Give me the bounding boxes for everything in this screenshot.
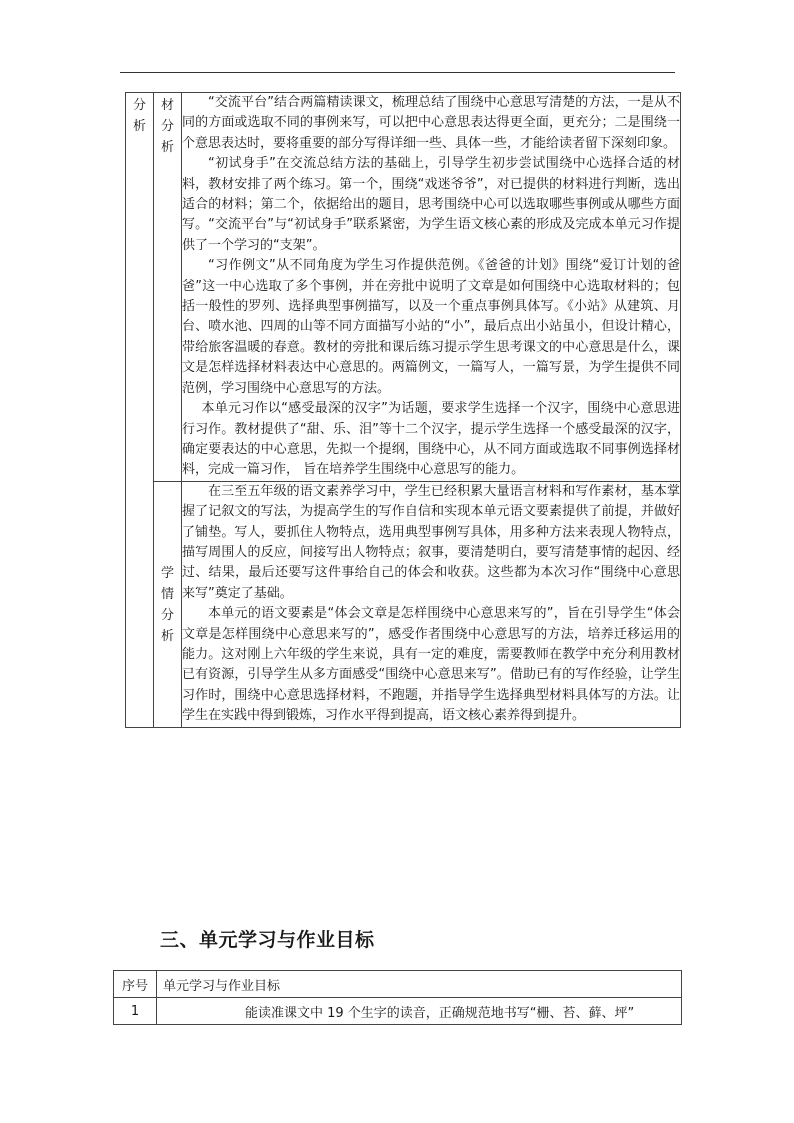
goals-header-text: 单元学习与作业目标 bbox=[157, 971, 682, 998]
material-analysis-body bbox=[182, 93, 681, 482]
goals-table bbox=[113, 970, 682, 1025]
paragraph-example-essays: “习作例文”从不同角度为学生习作提供范例。《爸爸的计划》围绕“爱订计划的爸爸”这一中心选取了多个事例，并在旁批中说明了文章是如何围绕中心选取材料的；包括一般性的罗列、选择典型事例描写，以及一个重点事例具体写。《小站》从建筑、月台、喷水池、四周的山等不同方面描写小站的“小”，最后点出小站虽小，但设计精心，带给旅客温暖的春意。教材的旁批和课后练习提示学生思考课文的中心意思是什么，课文是怎样选择材料表达中心意思的。两篇例文，一篇写人，一篇写景，为学生提供不同范例，学习围绕中心意思写的方法。 bbox=[182, 258, 680, 396]
analysis-label-cell bbox=[126, 93, 154, 728]
analysis-table bbox=[125, 92, 681, 728]
student-analysis-label: 学情分析 bbox=[160, 566, 174, 645]
goals-row bbox=[114, 998, 682, 1025]
paragraph-unit-writing: 本单元习作以“感受最深的汉字”为话题，要求学生选择一个汉字，围绕中心意思进行习作。教材提供了“甜、乐、泪”等十二个汉字，提示学生选择一个感受最深的汉字，确定要表达的中心意思，先拟一个提纲，围绕中心，从不同方面或选取不同事例选择材料，完成一篇习作， 旨在培养学生围绕中心意思写的能力。 bbox=[182, 401, 680, 478]
goal-text: 能读准课文中 19 个生字的读音，正确规范地书写“栅、苔、藓、坪” bbox=[157, 998, 682, 1025]
material-label-cell bbox=[154, 93, 182, 482]
student-analysis-body bbox=[182, 481, 681, 727]
paragraph-exchange-platform: “交流平台”结合两篇精读课文，梳理总结了围绕中心意思写清楚的方法，一是从不同的方面或选取不同的事例来写，可以把中心意思表达得更全面，更充分；二是围绕一个意思表达时，要将重要的部分写得详细一些、具体一些，才能给读者留下深刻印象。 bbox=[182, 95, 680, 151]
paragraph-first-attempt: “初试身手”在交流总结方法的基础上，引导学生初步尝试围绕中心选择合适的材料，教材安排了两个练习。第一个，围绕“戏迷爷爷”，对已提供的材料进行判断，选出适合的材料；第二个，依据给出的题目，思考围绕中心可以选取哪些事例或从哪些方面写。“交流平台”与“初试身手”联系紧密，为学生语文核心素的形成及完成本单元习作提供了一个学习的“支架”。 bbox=[182, 156, 680, 253]
paragraph-student-foundation: 在三至五年级的语文素养学习中，学生已经积累大量语言材料和写作素材，基本掌握了记叙文的写法，为提高学生的写作自信和实现本单元语文要素提供了前提，并做好了铺垫。写人，要抓住人物特点，选用典型事例写具体，用多种方法来表现人物特点，描写周围人的反应，间接写出人物特点；叙事，要清楚明白，要写清楚事情的起因、经过、结果，最后还要写这件事给自己的体会和收获。这些都为本次习作“围绕中心意思来写”奠定了基础。 bbox=[182, 483, 680, 601]
header-rule bbox=[120, 72, 675, 73]
goals-header-number: 序号 bbox=[114, 971, 157, 998]
goals-header-row bbox=[114, 971, 682, 998]
student-analysis-row bbox=[126, 481, 681, 727]
student-label-cell bbox=[154, 481, 182, 727]
section-heading: 三、单元学习与作业目标 bbox=[160, 929, 375, 951]
material-analysis-label: 材分析 bbox=[160, 98, 174, 155]
analysis-label: 分析 bbox=[132, 98, 146, 134]
paragraph-language-element: 本单元的语文要素是“体会文章是怎样围绕中心意思来写的”，旨在引导学生“体会文章是怎样围绕中心意思来写的”，感受作者围绕中心意思写的方法，培养迁移运用的能力。这对刚上六年级的学生来说，具有一定的难度，需要教师在教学中充分利用教材已有资源，引导学生从多方面感受“围绕中心意思来写”。借助已有的写作经验，让学生习作时，围绕中心意思选择材料，不跑题，并指导学生选择典型材料具体写的方法。让学生在实践中得到锻炼，习作水平得到提高，语文核心素养得到提升。 bbox=[182, 606, 680, 724]
teaching-material-row bbox=[126, 93, 681, 482]
goal-number: 1 bbox=[114, 998, 157, 1025]
